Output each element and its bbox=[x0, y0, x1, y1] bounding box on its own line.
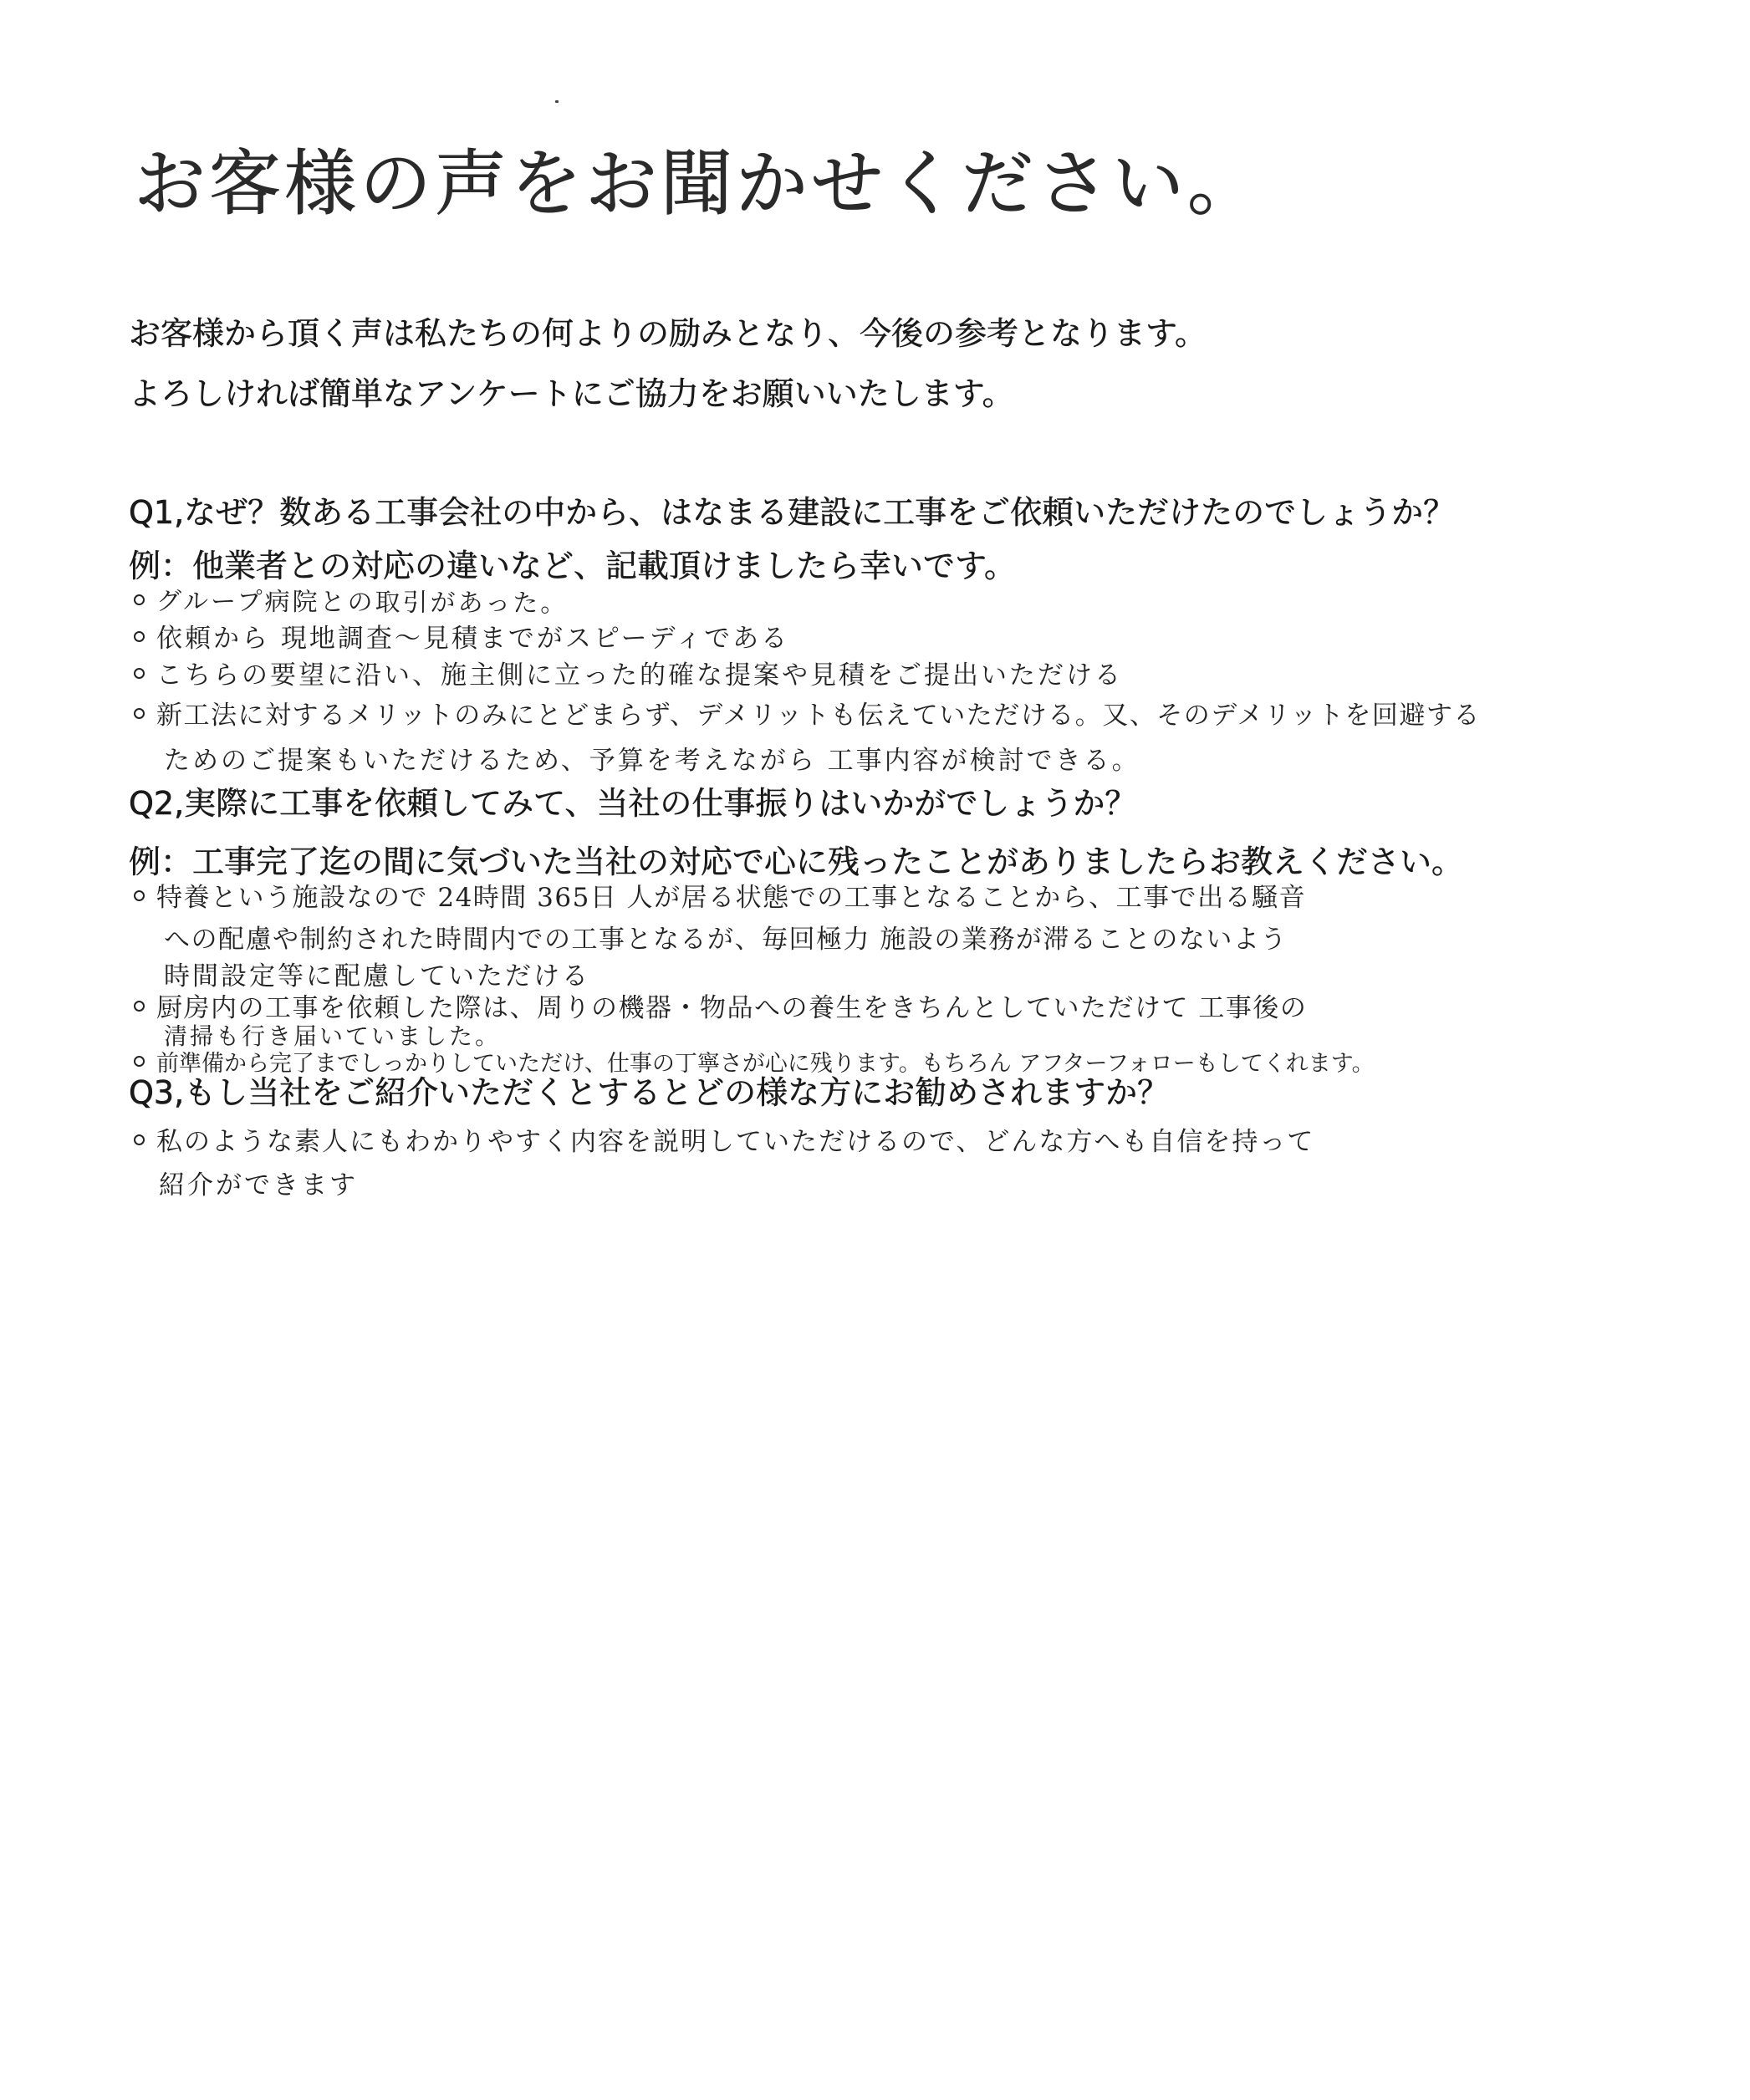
bullet-icon bbox=[134, 1001, 145, 1012]
q1-answer-4-cont bbox=[164, 739, 1140, 777]
bullet-icon bbox=[134, 708, 145, 719]
q2-question: Q2,実際に工事を依頼してみて、当社の仕事振りはいかがでしょうか？ bbox=[129, 785, 1137, 822]
intro-line-2: よろしければ簡単なアンケートにご協力をお願いいたします。 bbox=[129, 375, 1014, 412]
q1-answer-2-text: 依頼から 現地調査～見積までがスピーディである bbox=[156, 624, 790, 654]
q1-answer-4-text: 新工法に対するメリットのみにとどまらず、デメリットも伝えていただける。又、そのデメリットを回避する bbox=[156, 701, 1481, 731]
q3-answer-1 bbox=[134, 1120, 1314, 1158]
q1-answer-4 bbox=[134, 694, 1481, 731]
q3-answer-1-text: 私のような素人にもわかりやすく内容を説明していただけるので、どんな方へも自信を持って bbox=[156, 1127, 1315, 1157]
bullet-icon bbox=[134, 1056, 145, 1067]
q2-answer-1-cont-1 bbox=[164, 918, 1288, 956]
q1-answer-1 bbox=[134, 580, 569, 619]
q2-answer-1 bbox=[134, 876, 1306, 914]
bullet-icon bbox=[134, 631, 145, 642]
q2-answer-3-text: 前準備から完了までしっかりしていただけ、仕事の丁寧さが心に残ります。もちろん アフターフォローもしてくれます。 bbox=[156, 1051, 1375, 1077]
q1-question: Q1,なぜ？数ある工事会社の中から、はなまる建設に工事をご依頼いただけたのでしょうか？ bbox=[129, 494, 1456, 531]
q1-answer-2 bbox=[134, 617, 789, 655]
q1-answer-3-text: こちらの要望に沿い、施主側に立った的確な提案や見積をご提出いただける bbox=[156, 660, 1123, 691]
q2-answer-1-cont-1-text: への配慮や制約された時間内での工事となるが、毎回極力 施設の業務が滞ることのないよう bbox=[164, 925, 1288, 955]
q1-answer-3 bbox=[134, 654, 1123, 691]
q2-answer-1-cont-2-text: 時間設定等に配慮していただける bbox=[164, 961, 590, 991]
bullet-icon bbox=[134, 594, 145, 605]
q2-example: 例：工事完了迄の間に気づいた当社の対応で心に残ったことがありましたらお教えください。 bbox=[129, 844, 1464, 880]
q3-answer-1-cont-text: 紹介ができます bbox=[159, 1170, 358, 1200]
page-title: お客様の声をお聞かせください。 bbox=[134, 142, 1263, 226]
q1-answer-4-cont-text: ためのご提案もいただけるため、予算を考えながら 工事内容が検討できる。 bbox=[164, 746, 1140, 776]
q2-answer-1-text: 特養という施設なので 24時間 365日 人が居る状態での工事となることから、工事で出る騒音 bbox=[156, 883, 1307, 913]
q1-example: 例：他業者との対応の違いなど、記載頂けましたら幸いです。 bbox=[129, 548, 1016, 584]
q3-question: Q3,もし当社をご紹介いただくとするとどの様な方にお勧めされますか？ bbox=[129, 1074, 1170, 1111]
bullet-icon bbox=[134, 890, 145, 901]
q3-answer-1-cont bbox=[159, 1164, 358, 1201]
scan-speck bbox=[555, 100, 559, 103]
q1-answer-1-text: グループ病院との取引があった。 bbox=[156, 587, 569, 619]
bullet-icon bbox=[134, 1134, 145, 1145]
q2-answer-2-text: 厨房内の工事を依頼した際は、周りの機器・物品への養生をきちんとしていただけて 工事後の bbox=[156, 993, 1308, 1023]
intro-line-1: お客様から頂く声は私たちの何よりの励みとなり、今後の参考となります。 bbox=[129, 315, 1207, 352]
bullet-icon bbox=[134, 668, 145, 679]
q2-answer-2-cont-text: 清掃も行き届いていました。 bbox=[164, 1022, 502, 1050]
